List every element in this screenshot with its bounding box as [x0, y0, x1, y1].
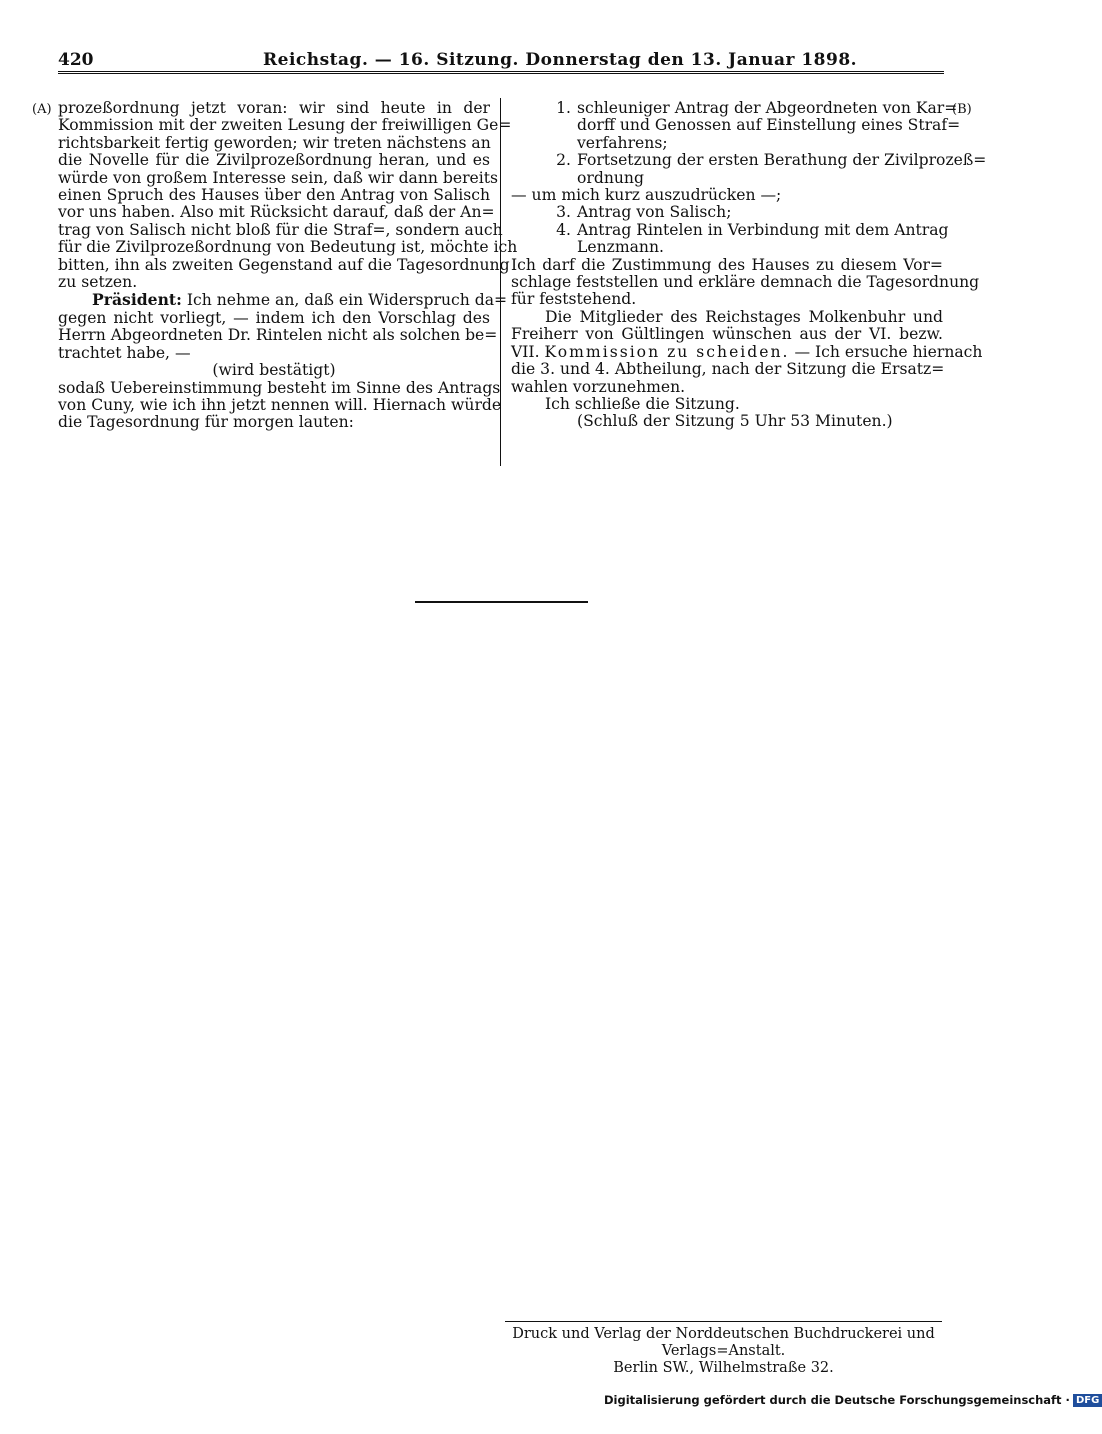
right-column — [511, 99, 987, 431]
closing-statement: Ich schließe die Sitzung. — [545, 394, 740, 413]
text-line: sodaß Uebereinstimmung besteht im Sinne des Antrags — [58, 378, 501, 397]
digitization-note — [604, 1393, 1102, 1407]
page-number: 420 — [58, 50, 94, 70]
text-line: gegen nicht vorliegt, — indem ich den Vorschlag des — [58, 308, 490, 327]
text-line: für die Zivilprozeßordnung von Bedeutung ist, möchte ich — [58, 238, 518, 257]
agenda-text: dorff und Genossen auf Einstellung eines Straf= — [577, 116, 961, 135]
text-line: trachtet habe, — — [58, 343, 191, 362]
text-line: für feststehend. — [511, 290, 637, 309]
agenda-number: 1. — [556, 99, 571, 117]
roman-numeral: VII. — [511, 342, 540, 361]
text-line: Freiherr von Gültlingen wünschen aus der VI. bezw. — [511, 325, 943, 344]
agenda-text: Fortsetzung der ersten Berathung der Zivilprozeß= — [577, 151, 987, 170]
running-head: Reichstag. — 16. Sitzung. Donnerstag den 13. Januar 1898. — [263, 50, 858, 70]
text-line: schlage feststellen und erkläre demnach die Tagesordnung — [511, 273, 980, 292]
text-fragment: — Ich ersuche hiernach — [794, 342, 983, 361]
margin-mark-a: (A) — [32, 102, 52, 117]
text-line: richtsbarkeit fertig geworden; wir treten nächstens an — [58, 133, 491, 152]
imprint-line: Druck und Verlag der Norddeutschen Buchdruckerei und Verlags=Anstalt. — [512, 1326, 935, 1359]
printer-imprint — [505, 1326, 942, 1377]
section-separator — [415, 601, 588, 603]
text-line: einen Spruch des Hauses über den Antrag von Salisch — [58, 186, 490, 205]
agenda-text: Antrag Rintelen in Verbindung mit dem Antrag — [577, 220, 949, 239]
agenda-item — [511, 99, 958, 117]
text-line: die 3. und 4. Abtheilung, nach der Sitzung die Ersatz= — [511, 360, 945, 379]
agenda-number: 2. — [556, 151, 571, 170]
column-divider — [500, 98, 501, 466]
agenda-number: 4. — [556, 220, 571, 239]
left-column — [58, 99, 518, 432]
text-line: Herrn Abgeordneten Dr. Rintelen nicht als solchen be= — [58, 326, 498, 345]
text-line: würde von großem Interesse sein, daß wir dann bereits — [58, 168, 499, 187]
footer-rule — [505, 1321, 942, 1322]
text-line: prozeßordnung jetzt voran: wir sind heute in der — [58, 99, 490, 117]
imprint-line: Berlin SW., Wilhelmstraße 32. — [613, 1360, 834, 1376]
closing-time: (Schluß der Sitzung 5 Uhr 53 Minuten.) — [577, 412, 893, 431]
speech-text: Ich nehme an, daß ein Widerspruch da= — [186, 291, 508, 310]
digitization-text: Digitalisierung gefördert durch die Deutsche Forschungsgemeinschaft · — [604, 1393, 1070, 1407]
agenda-item — [511, 220, 949, 239]
text-line: die Novelle für die Zivilprozeßordnung heran, und es — [58, 151, 490, 170]
text-line: von Cuny, wie ich ihn jetzt nennen will. Hiernach würde — [58, 395, 502, 414]
agenda-number: 3. — [556, 203, 571, 222]
agenda-item — [511, 204, 943, 221]
margin-mark-b: (B) — [952, 102, 972, 117]
agenda-text: schleuniger Antrag der Abgeordneten von Kar= — [577, 99, 958, 117]
text-line: Die Mitglieder des Reichstages Molkenbuhr und — [545, 307, 943, 326]
text-line: bitten, ihn als zweiten Gegenstand auf die Tagesordnung — [58, 255, 510, 274]
text-line: trag von Salisch nicht bloß für die Straf=, sondern auch — [58, 220, 503, 239]
text-line: wahlen vorzunehmen. — [511, 377, 686, 396]
text-line: Ich darf die Zustimmung des Hauses zu diesem Vor= — [511, 255, 943, 274]
agenda-item — [511, 151, 987, 170]
stage-direction: (wird bestätigt) — [212, 361, 336, 380]
text-line: vor uns haben. Also mit Rücksicht darauf, daß der An= — [58, 203, 495, 222]
text-line: die Tagesordnung für morgen lauten: — [58, 413, 354, 432]
header-rule — [58, 71, 944, 74]
emphasized-text: Kommission zu scheiden. — [544, 342, 790, 361]
president-line — [58, 290, 508, 310]
agenda-text: Antrag von Salisch; — [577, 203, 732, 222]
speaker-label: Präsident: — [92, 290, 182, 310]
page-header — [58, 50, 944, 72]
agenda-text: ordnung — [577, 168, 644, 187]
text-line: zu setzen. — [58, 273, 138, 292]
text-line — [511, 342, 983, 361]
agenda-text: verfahrens; — [577, 133, 668, 152]
aside-text: — um mich kurz auszudrücken —; — [511, 186, 782, 205]
text-line: Kommission mit der zweiten Lesung der freiwilligen Ge= — [58, 116, 512, 135]
dfg-logo-icon: DFG — [1073, 1394, 1102, 1407]
agenda-text: Lenzmann. — [577, 238, 664, 257]
